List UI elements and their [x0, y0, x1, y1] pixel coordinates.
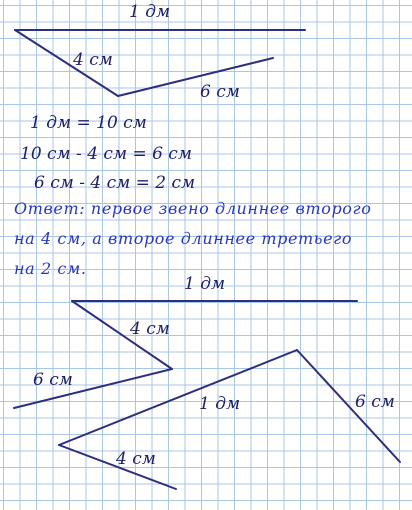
d2-segment-center-1dm — [59, 350, 297, 445]
d1-label-mid: 4 см — [73, 50, 113, 70]
d2-label-upper-mid: 4 см — [130, 319, 170, 339]
d1-label-right: 6 см — [200, 82, 240, 102]
d2-label-center: 1 дм — [199, 394, 241, 414]
answer-line-1: Ответ: первое звено длиннее второго — [14, 199, 372, 218]
d2-label-bottom: 4 см — [116, 449, 156, 469]
d2-label-right: 6 см — [355, 392, 395, 412]
calc-line-1: 1 дм = 10 см — [30, 113, 147, 133]
answer-line-3: на 2 см. — [14, 259, 87, 278]
d1-segment-6cm — [118, 58, 273, 96]
calc-line-2: 10 см - 4 см = 6 см — [20, 144, 192, 164]
d2-label-left: 6 см — [33, 370, 73, 390]
d1-label-top: 1 дм — [129, 2, 171, 22]
answer-line-2: на 4 см, а второе длиннее третьего — [14, 229, 353, 248]
calc-line-3: 6 см - 4 см = 2 см — [34, 173, 196, 193]
d2-label-top: 1 дм — [184, 274, 226, 294]
answer-block — [14, 194, 406, 284]
